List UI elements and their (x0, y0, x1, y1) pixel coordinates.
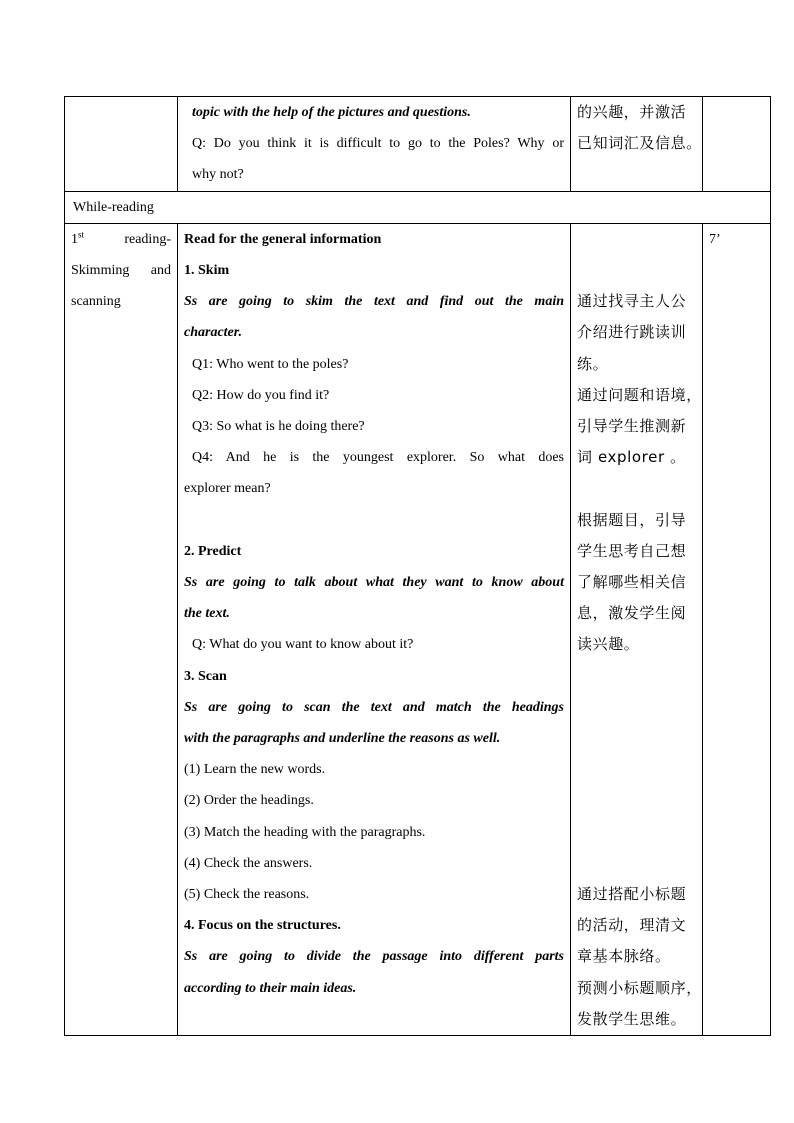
scan-step: (2) Order the headings. (184, 793, 314, 809)
scan-step: (4) Check the answers. (184, 855, 313, 871)
activity-header: Read for the general information (184, 231, 382, 247)
scan-step: (5) Check the reasons. (184, 887, 310, 903)
spacer (184, 505, 564, 536)
predict-heading: 2. Predict (184, 543, 242, 559)
scan-task: Ss are going to scan the text and match the headings (184, 699, 564, 715)
notes-cell (571, 223, 703, 1035)
section-cell (65, 191, 771, 223)
top-content-line: topic with the help of the pictures and questions. (192, 105, 471, 120)
top-stage-cell (65, 97, 178, 192)
skim-task: Ss are going to skim the text and find out the main (184, 294, 564, 310)
skim-question: Q2: How do you find it? (192, 387, 330, 403)
note-line: 息，激发学生阅 (577, 604, 687, 623)
stage-ordinal: st (78, 229, 85, 240)
scan-task: with the paragraphs and underline the reasons as well. (184, 731, 501, 747)
stage-label-rest: reading- (84, 231, 171, 247)
stage-label-line1 (71, 224, 171, 255)
focus-task: Ss are going to divide the passage into different parts (184, 949, 564, 965)
note-line: 预测小标题顺序， (577, 978, 702, 997)
time-cell (703, 223, 771, 1035)
note-line: 读兴趣。 (577, 635, 640, 654)
note-line: 根据题目，引导 (577, 510, 687, 529)
skim-task: character. (184, 325, 242, 341)
top-note-line: 的兴趣，并激活 (577, 103, 687, 121)
skim-question: Q3: So what is he doing there? (192, 419, 365, 435)
note-line: 了解哪些相关信 (577, 573, 687, 591)
note-line: 介绍进行跳读训 (577, 323, 687, 342)
note-line: 词 explorer 。 (577, 448, 686, 467)
note-line: 学生思考自己想 (577, 541, 687, 560)
stage-label-line3: scanning (71, 294, 121, 310)
stage-label-line2: Skimming and (71, 263, 171, 279)
top-continuation-row (65, 97, 771, 192)
predict-question: Q: What do you want to know about it? (192, 637, 414, 653)
top-time-cell (703, 97, 771, 192)
top-content-cell (178, 97, 571, 192)
reading-row (65, 223, 771, 1035)
focus-task: according to their main ideas. (184, 980, 357, 996)
skim-question: explorer mean? (184, 481, 271, 497)
skim-heading: 1. Skim (184, 263, 230, 279)
note-line: 通过搭配小标题 (577, 884, 687, 903)
note-line: 通过找寻主人公 (577, 292, 687, 311)
top-content-line: why not? (192, 167, 244, 183)
focus-heading: 4. Focus on the structures. (184, 918, 341, 934)
skim-question: Q4: And he is the youngest explorer. So what does (192, 450, 564, 466)
note-line: 章基本脉络。 (577, 947, 671, 966)
scan-step: (3) Match the heading with the paragraphs. (184, 824, 426, 840)
note-line: 引导学生推测新 (577, 417, 687, 435)
top-content-line: Q: Do you think it is difficult to go to the Poles? Why or (192, 136, 564, 152)
skim-question: Q1: Who went to the poles? (192, 356, 349, 372)
activity-cell (178, 223, 571, 1035)
section-row (65, 191, 771, 223)
predict-task: Ss are going to talk about what they want to know about (184, 575, 564, 591)
note-line: 发散学生思维。 (577, 1009, 687, 1028)
note-line: 通过问题和语境， (577, 385, 702, 404)
section-label: While-reading (73, 199, 154, 215)
predict-task: the text. (184, 606, 230, 622)
stage-cell (65, 223, 178, 1035)
scan-step: (1) Learn the new words. (184, 762, 326, 778)
lesson-plan-table (64, 96, 771, 1036)
note-line: 的活动，理清文 (577, 916, 687, 935)
scan-heading: 3. Scan (184, 668, 227, 684)
top-note-line: 已知词汇及信息。 (577, 134, 702, 153)
note-line: 练。 (577, 354, 609, 373)
top-notes-cell (571, 97, 703, 192)
stage-number: 1 (71, 231, 78, 247)
time-value: 7’ (709, 231, 721, 247)
